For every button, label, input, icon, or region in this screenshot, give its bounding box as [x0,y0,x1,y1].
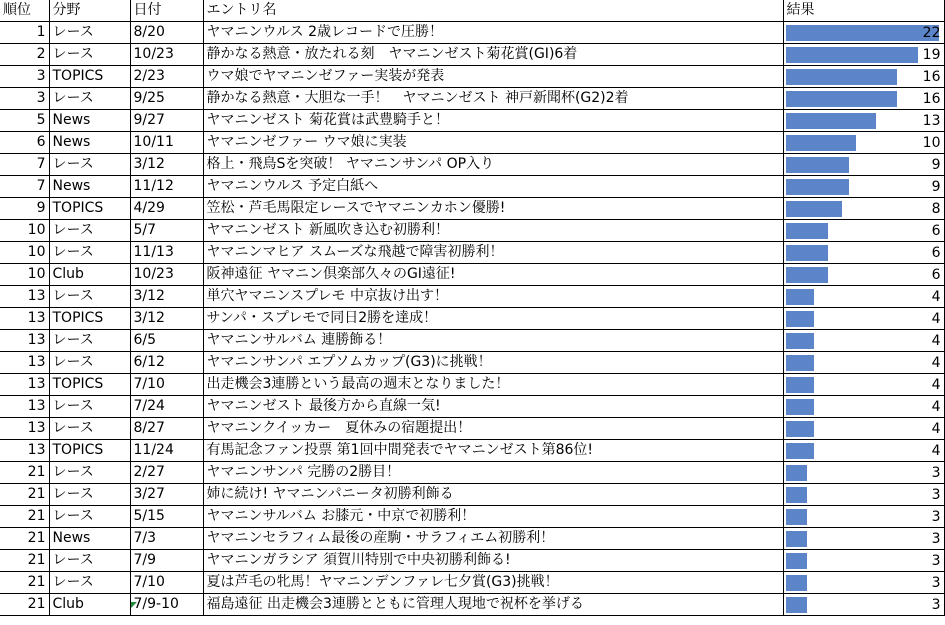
table-row [0,352,944,374]
result-cell[interactable] [783,572,944,594]
table-row [0,550,944,572]
category-cell[interactable]: レース [49,242,130,264]
result-value: 4 [931,377,941,393]
result-cell[interactable] [783,550,944,572]
table-row [0,44,944,66]
date-cell[interactable]: 5/7 [130,220,203,242]
rank-cell[interactable]: 13 [0,396,49,418]
entry-cell[interactable]: ヤマニンゼファー ウマ娘に実装 [203,132,783,154]
category-cell[interactable]: レース [49,462,130,484]
result-cell[interactable] [783,176,944,198]
result-bar [786,157,849,173]
rank-cell[interactable]: 6 [0,132,49,154]
result-bar [786,333,814,349]
result-value: 16 [922,91,941,107]
result-bar [786,91,897,107]
entry-cell[interactable]: 出走機会3連勝という最高の週末となりました！ [203,374,783,396]
result-value: 6 [931,267,941,283]
entry-cell[interactable]: ヤマニンガラシア 須賀川特別で中央初勝利飾る! [203,550,783,572]
result-cell[interactable] [783,440,944,462]
result-bar [786,69,897,85]
result-bar [786,355,814,371]
table-row [0,154,944,176]
table-row [0,440,944,462]
result-cell[interactable] [783,242,944,264]
category-cell[interactable]: レース [49,396,130,418]
category-cell[interactable]: TOPICS [49,440,130,462]
category-cell[interactable]: Club [49,594,130,616]
table-row [0,396,944,418]
category-cell[interactable]: レース [49,550,130,572]
result-cell[interactable] [783,462,944,484]
rank-cell[interactable]: 21 [0,572,49,594]
table-row [0,22,944,44]
result-cell[interactable] [783,264,944,286]
rank-cell[interactable]: 2 [0,44,49,66]
entry-cell[interactable]: ヤマニンサルバム 連勝飾る！ [203,330,783,352]
table-row [0,594,944,616]
date-cell[interactable]: 10/23 [130,44,203,66]
category-cell[interactable]: News [49,110,130,132]
date-cell[interactable]: 7/9-10 [130,594,203,616]
table-row [0,308,944,330]
date-cell[interactable]: 2/23 [130,66,203,88]
table-row [0,418,944,440]
header-date[interactable]: 日付 [130,0,203,22]
result-cell[interactable] [783,22,944,44]
category-cell[interactable]: レース [49,22,130,44]
result-value: 6 [931,223,941,239]
result-bar [786,377,814,393]
result-value: 4 [931,355,941,371]
date-cell[interactable]: 3/12 [130,154,203,176]
entry-cell[interactable]: 有馬記念ファン投票 第1回中間発表でヤマニンゼスト第86位! [203,440,783,462]
result-bar [786,179,849,195]
rank-cell[interactable]: 21 [0,506,49,528]
result-bar [786,245,828,261]
table-row [0,286,944,308]
rank-cell[interactable]: 21 [0,528,49,550]
entry-cell[interactable]: 阪神遠征 ヤマニン倶楽部久々のGI遠征! [203,264,783,286]
result-cell[interactable] [783,506,944,528]
result-value: 3 [931,465,941,481]
entry-cell[interactable]: ウマ娘でヤマニンゼファー実装が発表 [203,66,783,88]
result-bar [786,223,828,239]
date-cell[interactable]: 11/12 [130,176,203,198]
category-cell[interactable]: レース [49,352,130,374]
category-cell[interactable]: レース [49,44,130,66]
header-rank[interactable]: 順位 [0,0,49,22]
cell-comment-indicator [131,602,137,608]
result-bar [786,25,939,41]
result-value: 4 [931,289,941,305]
date-cell[interactable]: 9/27 [130,110,203,132]
date-cell[interactable]: 6/5 [130,330,203,352]
entry-cell[interactable]: 姉に続け! ヤマニンパニータ初勝利飾る [203,484,783,506]
rank-cell[interactable]: 13 [0,330,49,352]
entry-cell[interactable]: 福島遠征 出走機会3連勝とともに管理人現地で祝杯を挙げる [203,594,783,616]
rank-cell[interactable]: 21 [0,462,49,484]
table-row [0,484,944,506]
result-cell[interactable] [783,66,944,88]
entry-cell[interactable]: ヤマニンゼスト 新風吹き込む初勝利！ [203,220,783,242]
entry-cell[interactable]: 静かなる熱意・放たれる刻 ヤマニンゼスト菊花賞(GI)6着 [203,44,783,66]
result-value: 6 [931,245,941,261]
date-cell[interactable]: 8/27 [130,418,203,440]
category-cell[interactable]: News [49,528,130,550]
result-cell[interactable] [783,594,944,616]
entry-cell[interactable]: 夏は芦毛の牝馬！ヤマニンデンファレ七夕賞(G3)挑戦！ [203,572,783,594]
category-cell[interactable]: レース [49,418,130,440]
date-cell[interactable]: 7/24 [130,396,203,418]
date-cell[interactable]: 8/20 [130,22,203,44]
header-category[interactable]: 分野 [49,0,130,22]
result-bar [786,113,876,129]
rank-cell[interactable]: 13 [0,374,49,396]
result-value: 3 [931,597,941,613]
header-result[interactable]: 結果 [783,0,944,22]
entry-cell[interactable]: ヤマニンウルス 2歳レコードで圧勝！ [203,22,783,44]
category-cell[interactable]: News [49,176,130,198]
rank-cell[interactable]: 3 [0,88,49,110]
category-cell[interactable]: レース [49,484,130,506]
result-cell[interactable] [783,396,944,418]
rank-cell[interactable]: 13 [0,418,49,440]
result-cell[interactable] [783,528,944,550]
category-cell[interactable]: TOPICS [49,308,130,330]
result-cell[interactable] [783,88,944,110]
date-cell[interactable]: 10/11 [130,132,203,154]
result-value: 4 [931,333,941,349]
date-cell[interactable]: 5/15 [130,506,203,528]
result-cell[interactable] [783,308,944,330]
date-cell[interactable]: 7/3 [130,528,203,550]
result-cell[interactable] [783,198,944,220]
date-cell[interactable]: 7/9 [130,550,203,572]
result-cell[interactable] [783,44,944,66]
result-bar [786,575,807,591]
result-value: 3 [931,575,941,591]
date-cell[interactable]: 11/24 [130,440,203,462]
entry-cell[interactable]: 笠松・芦毛馬限定レースでヤマニンカホン優勝! [203,198,783,220]
date-cell[interactable]: 2/27 [130,462,203,484]
entry-cell[interactable]: 格上・飛鳥Sを突破！ ヤマニンサンパ OP入り [203,154,783,176]
entry-cell[interactable]: ヤマニンウルス 予定白紙へ [203,176,783,198]
rank-cell[interactable]: 1 [0,22,49,44]
result-value: 10 [922,135,941,151]
date-cell[interactable]: 6/12 [130,352,203,374]
result-cell[interactable] [783,110,944,132]
date-cell[interactable]: 10/23 [130,264,203,286]
result-value: 3 [931,487,941,503]
category-cell[interactable]: TOPICS [49,374,130,396]
result-bar [786,267,828,283]
table-row [0,88,944,110]
result-value: 22 [922,25,941,41]
rank-cell[interactable]: 3 [0,66,49,88]
rank-cell[interactable]: 13 [0,286,49,308]
table-row [0,66,944,88]
header-row [0,0,944,22]
rank-cell[interactable]: 10 [0,242,49,264]
result-cell[interactable] [783,352,944,374]
result-bar [786,597,807,613]
result-cell[interactable] [783,132,944,154]
date-cell[interactable]: 3/27 [130,484,203,506]
rank-cell[interactable]: 10 [0,220,49,242]
rank-cell[interactable]: 13 [0,440,49,462]
table-row [0,110,944,132]
result-bar [786,47,918,63]
entry-cell[interactable]: ヤマニンマヒア スムーズな飛越で障害初勝利！ [203,242,783,264]
date-cell[interactable]: 4/29 [130,198,203,220]
result-value: 8 [931,201,941,217]
result-value: 9 [931,179,941,195]
entry-cell[interactable]: サンパ・スプレモで同日2勝を達成！ [203,308,783,330]
result-value: 4 [931,311,941,327]
category-cell[interactable]: レース [49,572,130,594]
rank-cell[interactable]: 7 [0,154,49,176]
date-cell[interactable]: 3/12 [130,286,203,308]
date-cell[interactable]: 7/10 [130,572,203,594]
entry-cell[interactable]: 静かなる熱意・大胆な一手！ ヤマニンゼスト 神戸新聞杯(G2)2着 [203,88,783,110]
result-bar [786,487,807,503]
result-bar [786,443,814,459]
entry-cell[interactable]: 単穴ヤマニンスプレモ 中京抜け出す！ [203,286,783,308]
rank-cell[interactable]: 7 [0,176,49,198]
result-bar [786,465,807,481]
entry-cell[interactable]: ヤマニンサルバム お膝元・中京で初勝利！ [203,506,783,528]
category-cell[interactable]: レース [49,330,130,352]
entry-cell[interactable]: ヤマニンゼスト 最後方から直線一気! [203,396,783,418]
table-row [0,264,944,286]
rank-cell[interactable]: 13 [0,352,49,374]
result-cell[interactable] [783,286,944,308]
result-value: 4 [931,421,941,437]
category-cell[interactable]: レース [49,286,130,308]
result-bar [786,421,814,437]
result-bar [786,509,807,525]
result-value: 19 [922,47,941,63]
result-bar [786,201,842,217]
date-cell[interactable]: 11/13 [130,242,203,264]
result-value: 3 [931,509,941,525]
result-value: 4 [931,443,941,459]
result-cell[interactable] [783,418,944,440]
result-cell[interactable] [783,484,944,506]
result-value: 3 [931,553,941,569]
table-row [0,572,944,594]
result-value: 3 [931,531,941,547]
result-bar [786,135,856,151]
table-row [0,374,944,396]
category-cell[interactable]: News [49,132,130,154]
entry-cell[interactable]: ヤマニンクイッカー 夏休みの宿題提出！ [203,418,783,440]
rank-cell[interactable]: 10 [0,264,49,286]
date-cell[interactable]: 9/25 [130,88,203,110]
date-cell[interactable]: 7/10 [130,374,203,396]
table-row [0,220,944,242]
entry-cell[interactable]: ヤマニンゼスト 菊花賞は武豊騎手と！ [203,110,783,132]
table-body [0,22,944,616]
result-value: 9 [931,157,941,173]
category-cell[interactable]: レース [49,506,130,528]
result-value: 4 [931,399,941,415]
rank-cell[interactable]: 9 [0,198,49,220]
table-row [0,198,944,220]
result-bar [786,553,807,569]
category-cell[interactable]: TOPICS [49,198,130,220]
result-bar [786,531,807,547]
entry-cell[interactable]: ヤマニンサンパ 完勝の2勝目！ [203,462,783,484]
table-row [0,242,944,264]
table-row [0,528,944,550]
result-value: 13 [922,113,941,129]
result-value: 16 [922,69,941,85]
result-cell[interactable] [783,220,944,242]
rank-cell[interactable]: 21 [0,594,49,616]
category-cell[interactable]: TOPICS [49,66,130,88]
rank-cell[interactable]: 5 [0,110,49,132]
date-cell[interactable]: 3/12 [130,308,203,330]
table-row [0,462,944,484]
header-entry[interactable]: エントリ名 [203,0,783,22]
table-row [0,506,944,528]
result-bar [786,311,814,327]
category-cell[interactable]: レース [49,220,130,242]
rank-cell[interactable]: 21 [0,550,49,572]
result-bar [786,289,814,305]
result-cell[interactable] [783,330,944,352]
table-row [0,132,944,154]
table-row [0,330,944,352]
category-cell[interactable]: レース [49,154,130,176]
entry-cell[interactable]: ヤマニンセラフィム最後の産駒・サラフィエム初勝利！ [203,528,783,550]
result-cell[interactable] [783,154,944,176]
entry-cell[interactable]: ヤマニンサンパ エプソムカップ(G3)に挑戦！ [203,352,783,374]
category-cell[interactable]: レース [49,88,130,110]
rank-cell[interactable]: 13 [0,308,49,330]
category-cell[interactable]: Club [49,264,130,286]
table-row [0,176,944,198]
rank-cell[interactable]: 21 [0,484,49,506]
result-cell[interactable] [783,374,944,396]
result-bar [786,399,814,415]
